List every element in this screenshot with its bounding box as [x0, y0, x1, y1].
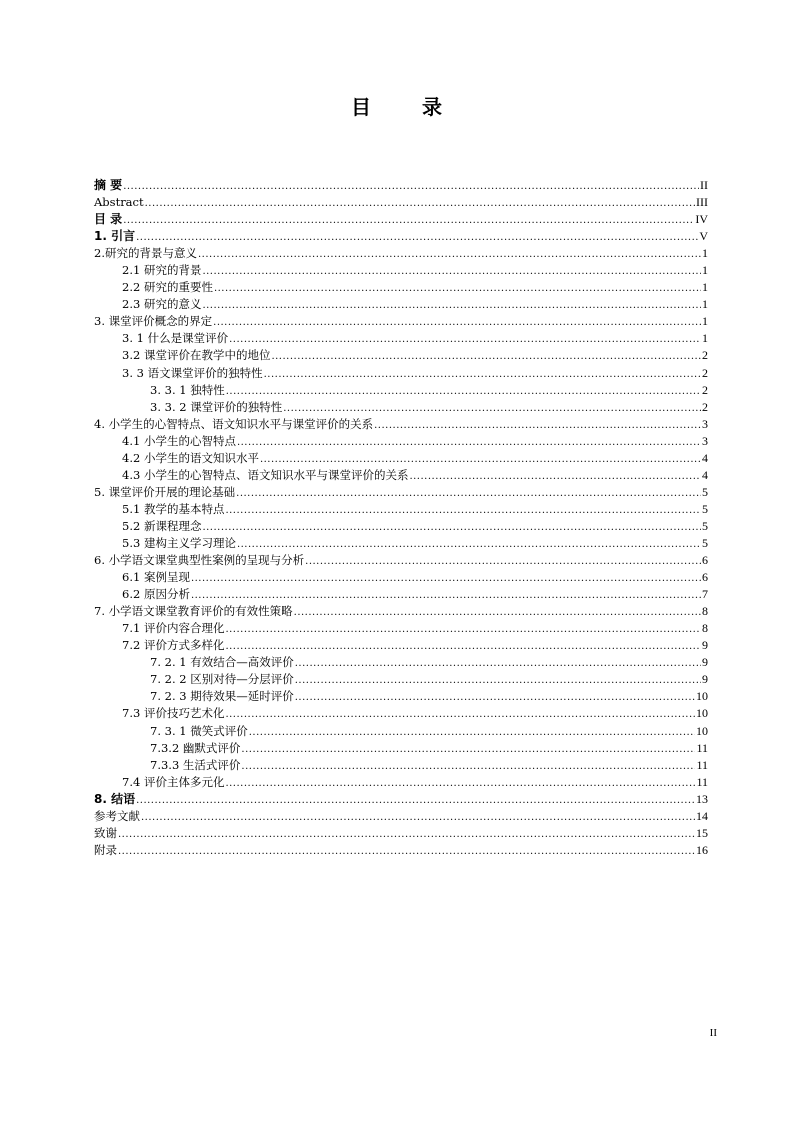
toc-entry-page: 1: [702, 280, 708, 295]
toc-entry-page: 10: [696, 689, 708, 704]
toc-entry-title: 附录: [94, 842, 117, 857]
toc-entry-page: 4: [702, 450, 708, 465]
toc-leader-dots: [191, 587, 701, 604]
toc-entry-title: 5.1 教学的基本特点: [122, 501, 225, 516]
toc-leader-dots: [237, 536, 701, 553]
toc-entry[interactable]: [94, 382, 708, 399]
toc-entry-title: 摘 要: [94, 178, 123, 192]
toc-leader-dots: [374, 417, 701, 434]
toc-entry-title: 3.2 课堂评价在教学中的地位: [122, 348, 271, 363]
table-of-contents: [94, 177, 708, 859]
toc-entry-title: 2.2 研究的重要性: [122, 280, 213, 295]
toc-leader-dots: [295, 689, 695, 706]
toc-entry-page: 7: [702, 587, 708, 602]
toc-leader-dots: [145, 195, 695, 212]
toc-entry-page: 8: [702, 604, 708, 619]
toc-entry-page: 1: [702, 246, 708, 261]
toc-leader-dots: [236, 485, 701, 502]
toc-entry[interactable]: [94, 228, 708, 245]
toc-entry-page: 10: [696, 723, 708, 738]
toc-leader-dots: [229, 331, 701, 348]
toc-entry[interactable]: [94, 296, 708, 313]
toc-entry-title: 1. 引言: [94, 229, 136, 244]
toc-entry-page: 2: [702, 382, 708, 397]
toc-entry-page: 6: [702, 570, 708, 585]
toc-entry-page: 9: [702, 672, 708, 687]
toc-entry-title: 7.2 评价方式多样化: [122, 638, 225, 653]
toc-entry-title: 7.3 评价技巧艺术化: [122, 706, 225, 721]
toc-entry-title: 7. 2. 1 有效结合—高效评价: [150, 655, 294, 670]
toc-entry[interactable]: [94, 723, 708, 740]
toc-leader-dots: [260, 451, 701, 468]
toc-entry[interactable]: [94, 279, 708, 296]
toc-entry-title: 3. 1 什么是课堂评价: [122, 331, 229, 346]
toc-entry[interactable]: [94, 177, 708, 194]
toc-leader-dots: [295, 655, 701, 672]
toc-entry-title: 7.4 评价主体多元化: [122, 774, 225, 789]
toc-entry-title: 7.3.3 生活式评价: [150, 757, 241, 772]
toc-entry[interactable]: [94, 603, 708, 620]
toc-entry-title: 6. 小学语文课堂典型性案例的呈现与分析: [94, 553, 305, 568]
toc-entry-title: 7. 3. 1 微笑式评价: [150, 723, 248, 738]
toc-entry-title: 2.1 研究的背景: [122, 263, 202, 278]
toc-entry-title: 7.3.2 幽默式评价: [150, 740, 241, 755]
toc-entry-title: 3. 3. 2 课堂评价的独特性: [150, 399, 283, 414]
toc-entry-page: 2: [702, 399, 708, 414]
toc-entry[interactable]: [94, 654, 708, 671]
toc-entry[interactable]: [94, 313, 708, 330]
toc-entry-title: 7.1 评价内容合理化: [122, 621, 225, 636]
toc-entry-title: 5.3 建构主义学习理论: [122, 535, 236, 550]
toc-leader-dots: [198, 246, 701, 263]
toc-entry-page: 2: [702, 365, 708, 380]
toc-entry-title: 4.2 小学生的语文知识水平: [122, 450, 259, 465]
toc-entry-page: 5: [702, 501, 708, 516]
toc-entry-title: 参考文献: [94, 808, 140, 823]
toc-entry[interactable]: [94, 705, 708, 722]
toc-leader-dots: [294, 604, 701, 621]
toc-entry-page: 3: [702, 416, 708, 431]
toc-leader-dots: [241, 741, 695, 758]
toc-entry[interactable]: [94, 433, 708, 450]
toc-leader-dots: [118, 826, 695, 843]
toc-entry[interactable]: [94, 586, 708, 603]
toc-entry-page: 2: [702, 348, 708, 363]
toc-entry-page: 1: [702, 331, 708, 346]
toc-entry[interactable]: [94, 194, 708, 211]
page-title: 目 录: [351, 95, 464, 119]
toc-leader-dots: [225, 706, 695, 723]
toc-entry-title: 8. 结语: [94, 791, 136, 806]
toc-leader-dots: [295, 672, 701, 689]
toc-entry[interactable]: [94, 774, 708, 791]
toc-leader-dots: [237, 434, 701, 451]
toc-entry-page: 11: [696, 774, 708, 789]
toc-entry-title: 2.3 研究的意义: [122, 297, 202, 312]
toc-entry[interactable]: [94, 467, 708, 484]
toc-entry-page: 9: [702, 638, 708, 653]
toc-entry-title: 4. 小学生的心智特点、语文知识水平与课堂评价的关系: [94, 416, 374, 431]
toc-entry[interactable]: [94, 484, 708, 501]
toc-entry[interactable]: [94, 347, 708, 364]
toc-entry-page: 11: [696, 757, 708, 772]
toc-entry[interactable]: [94, 245, 708, 262]
toc-entry-page: 3: [702, 433, 708, 448]
toc-entry-page: 1: [702, 263, 708, 278]
toc-entry-title: 7. 小学语文课堂教育评价的有效性策略: [94, 604, 293, 619]
toc-entry-page: 9: [702, 655, 708, 670]
toc-leader-dots: [136, 229, 698, 246]
toc-entry-title: 5.2 新课程理念: [122, 518, 202, 533]
toc-entry-title: 3. 3 语文课堂评价的独特性: [122, 365, 263, 380]
toc-entry-title: 7. 2. 3 期待效果—延时评价: [150, 689, 294, 704]
toc-entry-page: 5: [702, 535, 708, 550]
toc-entry[interactable]: [94, 740, 708, 757]
toc-entry[interactable]: [94, 620, 708, 637]
toc-entry[interactable]: [94, 330, 708, 347]
toc-entry[interactable]: [94, 518, 708, 535]
toc-leader-dots: [225, 502, 701, 519]
toc-entry[interactable]: [94, 791, 708, 808]
toc-entry[interactable]: [94, 450, 708, 467]
toc-leader-dots: [271, 348, 701, 365]
toc-entry[interactable]: [94, 552, 708, 569]
toc-entry-page: 16: [696, 842, 708, 857]
toc-entry-page: IV: [695, 212, 708, 227]
toc-leader-dots: [123, 178, 699, 195]
toc-entry-page: II: [700, 178, 708, 192]
toc-leader-dots: [191, 570, 701, 587]
toc-leader-dots: [249, 724, 695, 741]
toc-entry[interactable]: [94, 637, 708, 654]
toc-entry-title: Abstract: [94, 195, 144, 210]
toc-entry[interactable]: [94, 825, 708, 842]
toc-entry-title: 2.研究的背景与意义: [94, 246, 197, 261]
toc-leader-dots: [264, 366, 701, 383]
toc-entry[interactable]: [94, 808, 708, 825]
toc-entry[interactable]: [94, 365, 708, 382]
toc-entry[interactable]: [94, 535, 708, 552]
toc-entry-page: 5: [702, 484, 708, 499]
toc-entry-page: 1: [702, 314, 708, 329]
toc-entry[interactable]: [94, 757, 708, 774]
toc-leader-dots: [202, 519, 701, 536]
toc-entry[interactable]: [94, 399, 708, 416]
toc-leader-dots: [213, 314, 701, 331]
toc-entry-page: 8: [702, 621, 708, 636]
toc-leader-dots: [283, 400, 701, 417]
toc-entry-page: V: [699, 229, 708, 244]
toc-leader-dots: [141, 809, 695, 826]
toc-entry-page: 14: [696, 808, 708, 823]
toc-entry[interactable]: [94, 262, 708, 279]
toc-entry-page: 5: [702, 518, 708, 533]
toc-leader-dots: [123, 212, 694, 229]
toc-entry-page: 15: [696, 825, 708, 840]
toc-leader-dots: [225, 775, 695, 792]
toc-entry-page: 10: [696, 706, 708, 721]
toc-leader-dots: [214, 280, 701, 297]
toc-entry-title: 目 录: [94, 212, 123, 227]
toc-entry-page: 1: [702, 297, 708, 312]
toc-leader-dots: [409, 468, 701, 485]
toc-entry[interactable]: [94, 569, 708, 586]
toc-entry[interactable]: [94, 416, 708, 433]
toc-leader-dots: [202, 263, 701, 280]
toc-entry-title: 7. 2. 2 区别对待—分层评价: [150, 672, 294, 687]
page-number: II: [709, 1027, 717, 1039]
toc-entry[interactable]: [94, 688, 708, 705]
toc-entry-title: 3. 3. 1 独特性: [150, 382, 225, 397]
toc-entry-page: 11: [696, 740, 708, 755]
toc-leader-dots: [225, 621, 701, 638]
toc-entry-page: III: [696, 195, 708, 210]
toc-leader-dots: [241, 758, 695, 775]
toc-leader-dots: [305, 553, 701, 570]
toc-entry-title: 6.2 原因分析: [122, 587, 190, 602]
toc-entry[interactable]: [94, 671, 708, 688]
toc-entry[interactable]: [94, 501, 708, 518]
toc-entry-title: 3. 课堂评价概念的界定: [94, 314, 213, 329]
toc-leader-dots: [225, 638, 701, 655]
toc-leader-dots: [118, 843, 695, 860]
toc-entry-title: 6.1 案例呈现: [122, 570, 190, 585]
toc-leader-dots: [202, 297, 701, 314]
toc-entry-page: 4: [702, 467, 708, 482]
toc-entry-page: 13: [696, 791, 708, 806]
toc-entry-title: 4.3 小学生的心智特点、语文知识水平与课堂评价的关系: [122, 467, 409, 482]
toc-entry-title: 4.1 小学生的心智特点: [122, 433, 236, 448]
toc-entry-title: 5. 课堂评价开展的理论基础: [94, 484, 236, 499]
toc-leader-dots: [226, 383, 701, 400]
toc-entry[interactable]: [94, 842, 708, 859]
toc-leader-dots: [136, 792, 695, 809]
toc-entry[interactable]: [94, 211, 708, 228]
toc-entry-page: 6: [702, 553, 708, 568]
toc-entry-title: 致谢: [94, 825, 117, 840]
